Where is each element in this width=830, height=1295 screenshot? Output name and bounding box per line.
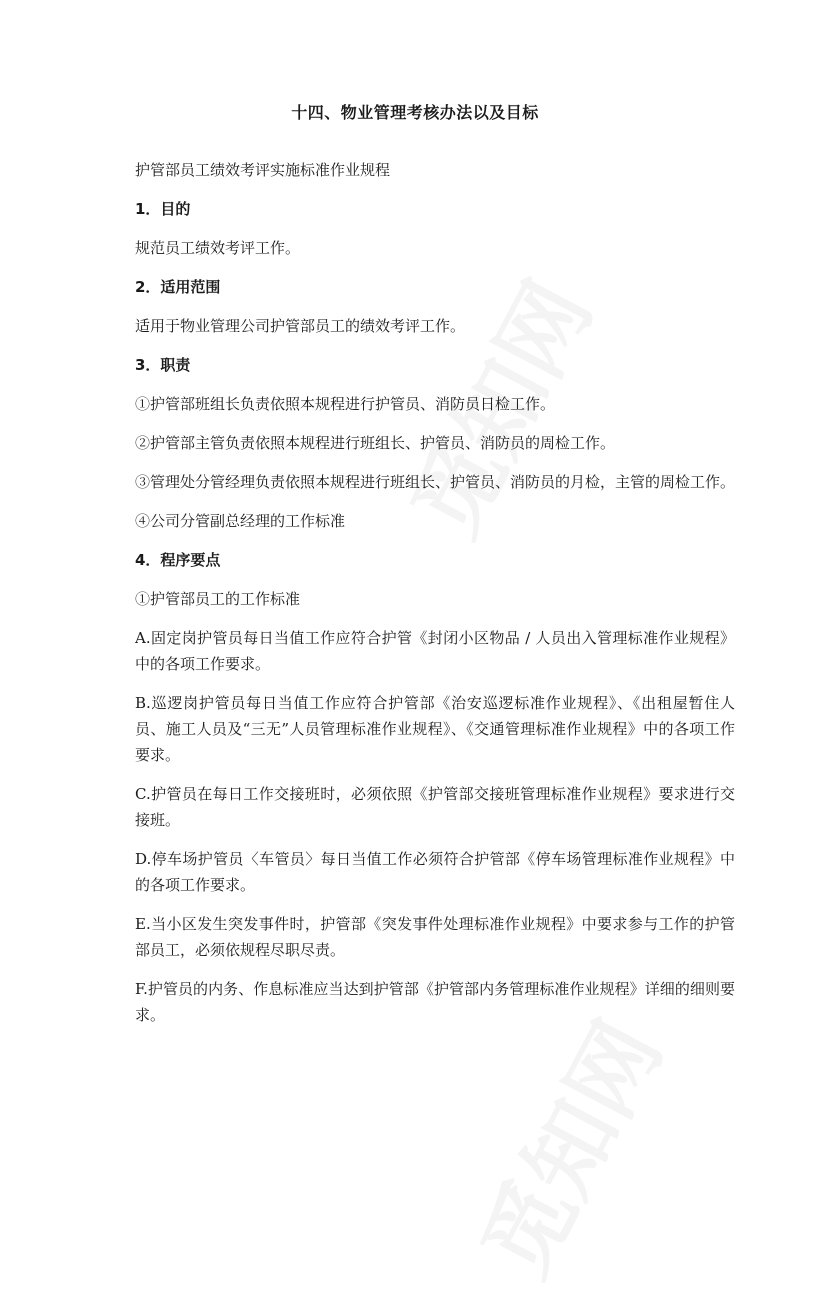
paragraph: D.停车场护管员〈车管员〉每日当值工作必须符合护管部《停车场管理标准作业规程》中的各项工作要求。 [135,850,735,894]
paragraph: B.巡逻岗护管员每日当值工作应符合护管部《治安巡逻标准作业规程》、《出租屋暂住人员、施工人员及“三无”人员管理标准作业规程》、《交通管理标准作业规程》中的各项工作要求。 [135,694,735,764]
paragraph: ②护管部主管负责依照本规程进行班组长、护管员、消防员的周检工作。 [135,434,616,452]
paragraph: 适用于物业管理公司护管部员工的绩效考评工作。 [135,317,466,335]
paragraph: 护管部员工绩效考评实施标准作业规程 [135,161,391,179]
paragraph: A.固定岗护管员每日当值工作应符合护管《封闭小区物品 / 人员出入管理标准作业规程》中的各项工作要求。 [135,629,735,673]
document-body [135,157,735,1041]
paragraph: 规范员工绩效考评工作。 [135,239,301,257]
paragraph: ①护管部班组长负责依照本规程进行护管员、消防员日检工作。 [135,395,556,413]
paragraph: ③管理处分管经理负责依照本规程进行班组长、护管员、消防员的月检，主管的周检工作。 [135,473,736,491]
paragraph: E.当小区发生突发事件时，护管部《突发事件处理标准作业规程》中要求参与工作的护管部员工，必须依规程尽职尽责。 [135,915,735,959]
section-heading: 3．职责 [135,356,191,374]
section-heading: 2．适用范围 [135,278,221,296]
paragraph: C.护管员在每日工作交接班时，必须依照《护管部交接班管理标准作业规程》要求进行交接班。 [135,785,735,829]
paragraph: ①护管部员工的工作标准 [135,590,301,608]
section-heading: 4．程序要点 [135,551,221,569]
paragraph: ④公司分管副总经理的工作标准 [135,512,346,530]
paragraph: F.护管员的内务、作息标准应当达到护管部《护管部内务管理标准作业规程》详细的细则要求。 [135,980,735,1024]
section-heading: 1．目的 [135,200,191,218]
document-title: 十四、物业管理考核办法以及目标 [291,103,539,122]
